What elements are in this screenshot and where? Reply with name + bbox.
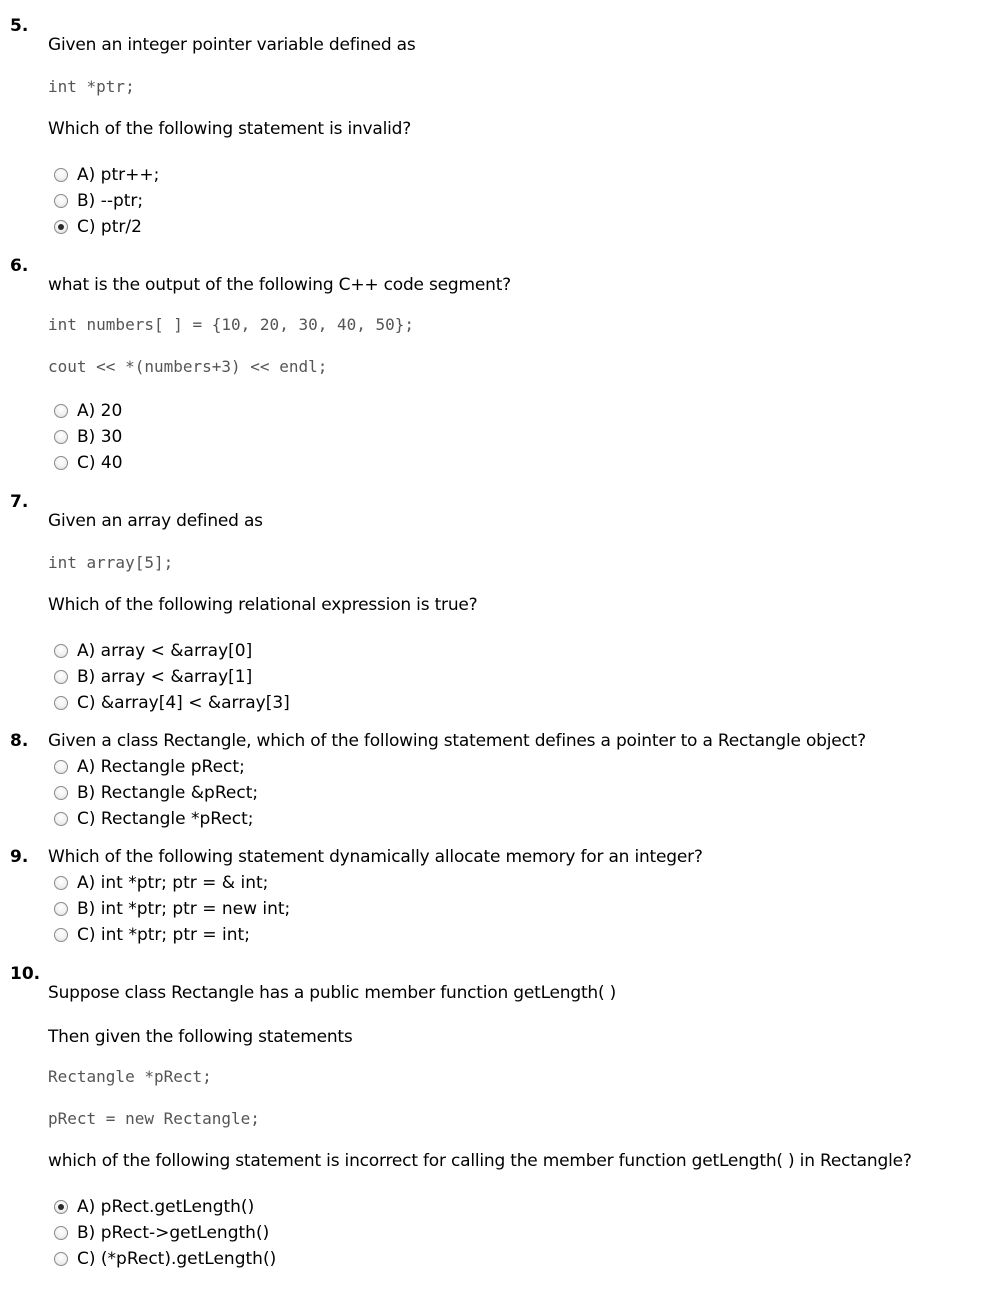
radio-button[interactable] xyxy=(54,456,68,470)
option-label: A) array < &array[0] xyxy=(77,641,253,661)
question-prompt: what is the output of the following C++ code segment? xyxy=(48,275,512,295)
option-5b[interactable] xyxy=(54,189,143,213)
question-number: 9. xyxy=(10,847,29,867)
option-8b[interactable] xyxy=(54,781,258,805)
radio-button[interactable] xyxy=(54,812,68,826)
option-6c[interactable] xyxy=(54,451,123,475)
question-prompt: Given an integer pointer variable defined as xyxy=(48,35,416,55)
option-7c[interactable] xyxy=(54,691,290,715)
question-prompt: Given a class Rectangle, which of the following statement defines a pointer to a Rectangle object? xyxy=(48,731,866,751)
code-line: int numbers[ ] = {10, 20, 30, 40, 50}; xyxy=(48,315,415,334)
code-line: cout << *(numbers+3) << endl; xyxy=(48,357,328,376)
option-9b[interactable] xyxy=(54,897,290,921)
option-label: B) Rectangle &pRect; xyxy=(77,783,259,803)
option-label: A) pRect.getLength() xyxy=(77,1197,255,1217)
option-label: A) 20 xyxy=(77,401,123,421)
option-label: C) ptr/2 xyxy=(77,217,142,237)
option-7b[interactable] xyxy=(54,665,252,689)
option-label: B) pRect->getLength() xyxy=(77,1223,270,1243)
radio-button[interactable] xyxy=(54,194,68,208)
radio-button[interactable] xyxy=(54,168,68,182)
option-label: B) int *ptr; ptr = new int; xyxy=(77,899,291,919)
radio-button[interactable] xyxy=(54,404,68,418)
option-label: B) --ptr; xyxy=(77,191,144,211)
question-prompt: Which of the following statement dynamically allocate memory for an integer? xyxy=(48,847,703,867)
question-prompt: Given an array defined as xyxy=(48,511,263,531)
option-8a[interactable] xyxy=(54,755,245,779)
radio-button[interactable] xyxy=(54,1252,68,1266)
question-text: which of the following statement is incorrect for calling the member function getLength( ) in Rectangle? xyxy=(48,1151,912,1171)
radio-button[interactable] xyxy=(54,430,68,444)
question-text: Which of the following statement is invalid? xyxy=(48,119,412,139)
option-6b[interactable] xyxy=(54,425,122,449)
question-number: 7. xyxy=(10,492,29,512)
radio-button[interactable] xyxy=(54,876,68,890)
radio-button[interactable] xyxy=(54,902,68,916)
option-10b[interactable] xyxy=(54,1221,269,1245)
code-line: pRect = new Rectangle; xyxy=(48,1109,260,1128)
question-number: 10. xyxy=(10,964,41,984)
radio-button[interactable] xyxy=(54,786,68,800)
option-label: B) array < &array[1] xyxy=(77,667,253,687)
question-text: Which of the following relational expression is true? xyxy=(48,595,478,615)
option-label: C) (*pRect).getLength() xyxy=(77,1249,277,1269)
option-7a[interactable] xyxy=(54,639,252,663)
option-8c[interactable] xyxy=(54,807,254,831)
radio-button-selected[interactable] xyxy=(54,1200,68,1214)
code-line: Rectangle *pRect; xyxy=(48,1067,212,1086)
code-line: int array[5]; xyxy=(48,553,174,572)
option-6a[interactable] xyxy=(54,399,122,423)
option-5c[interactable] xyxy=(54,215,142,239)
question-number: 5. xyxy=(10,16,29,36)
radio-button[interactable] xyxy=(54,670,68,684)
radio-button[interactable] xyxy=(54,760,68,774)
option-10c[interactable] xyxy=(54,1247,276,1271)
option-label: C) Rectangle *pRect; xyxy=(77,809,254,829)
radio-button[interactable] xyxy=(54,1226,68,1240)
question-prompt: Suppose class Rectangle has a public member function getLength( ) xyxy=(48,983,617,1003)
option-label: C) int *ptr; ptr = int; xyxy=(77,925,250,945)
option-label: A) int *ptr; ptr = & int; xyxy=(77,873,269,893)
option-label: A) ptr++; xyxy=(77,165,160,185)
radio-button[interactable] xyxy=(54,928,68,942)
option-label: C) 40 xyxy=(77,453,123,473)
option-label: B) 30 xyxy=(77,427,123,447)
question-number: 6. xyxy=(10,256,29,276)
code-line: int *ptr; xyxy=(48,77,135,96)
radio-button[interactable] xyxy=(54,696,68,710)
question-prompt-2: Then given the following statements xyxy=(48,1027,353,1047)
question-number: 8. xyxy=(10,731,29,751)
option-9a[interactable] xyxy=(54,871,268,895)
option-label: C) &array[4] < &array[3] xyxy=(77,693,290,713)
option-10a[interactable] xyxy=(54,1195,254,1219)
option-5a[interactable] xyxy=(54,163,159,187)
radio-button-selected[interactable] xyxy=(54,220,68,234)
option-9c[interactable] xyxy=(54,923,250,947)
option-label: A) Rectangle pRect; xyxy=(77,757,245,777)
radio-button[interactable] xyxy=(54,644,68,658)
